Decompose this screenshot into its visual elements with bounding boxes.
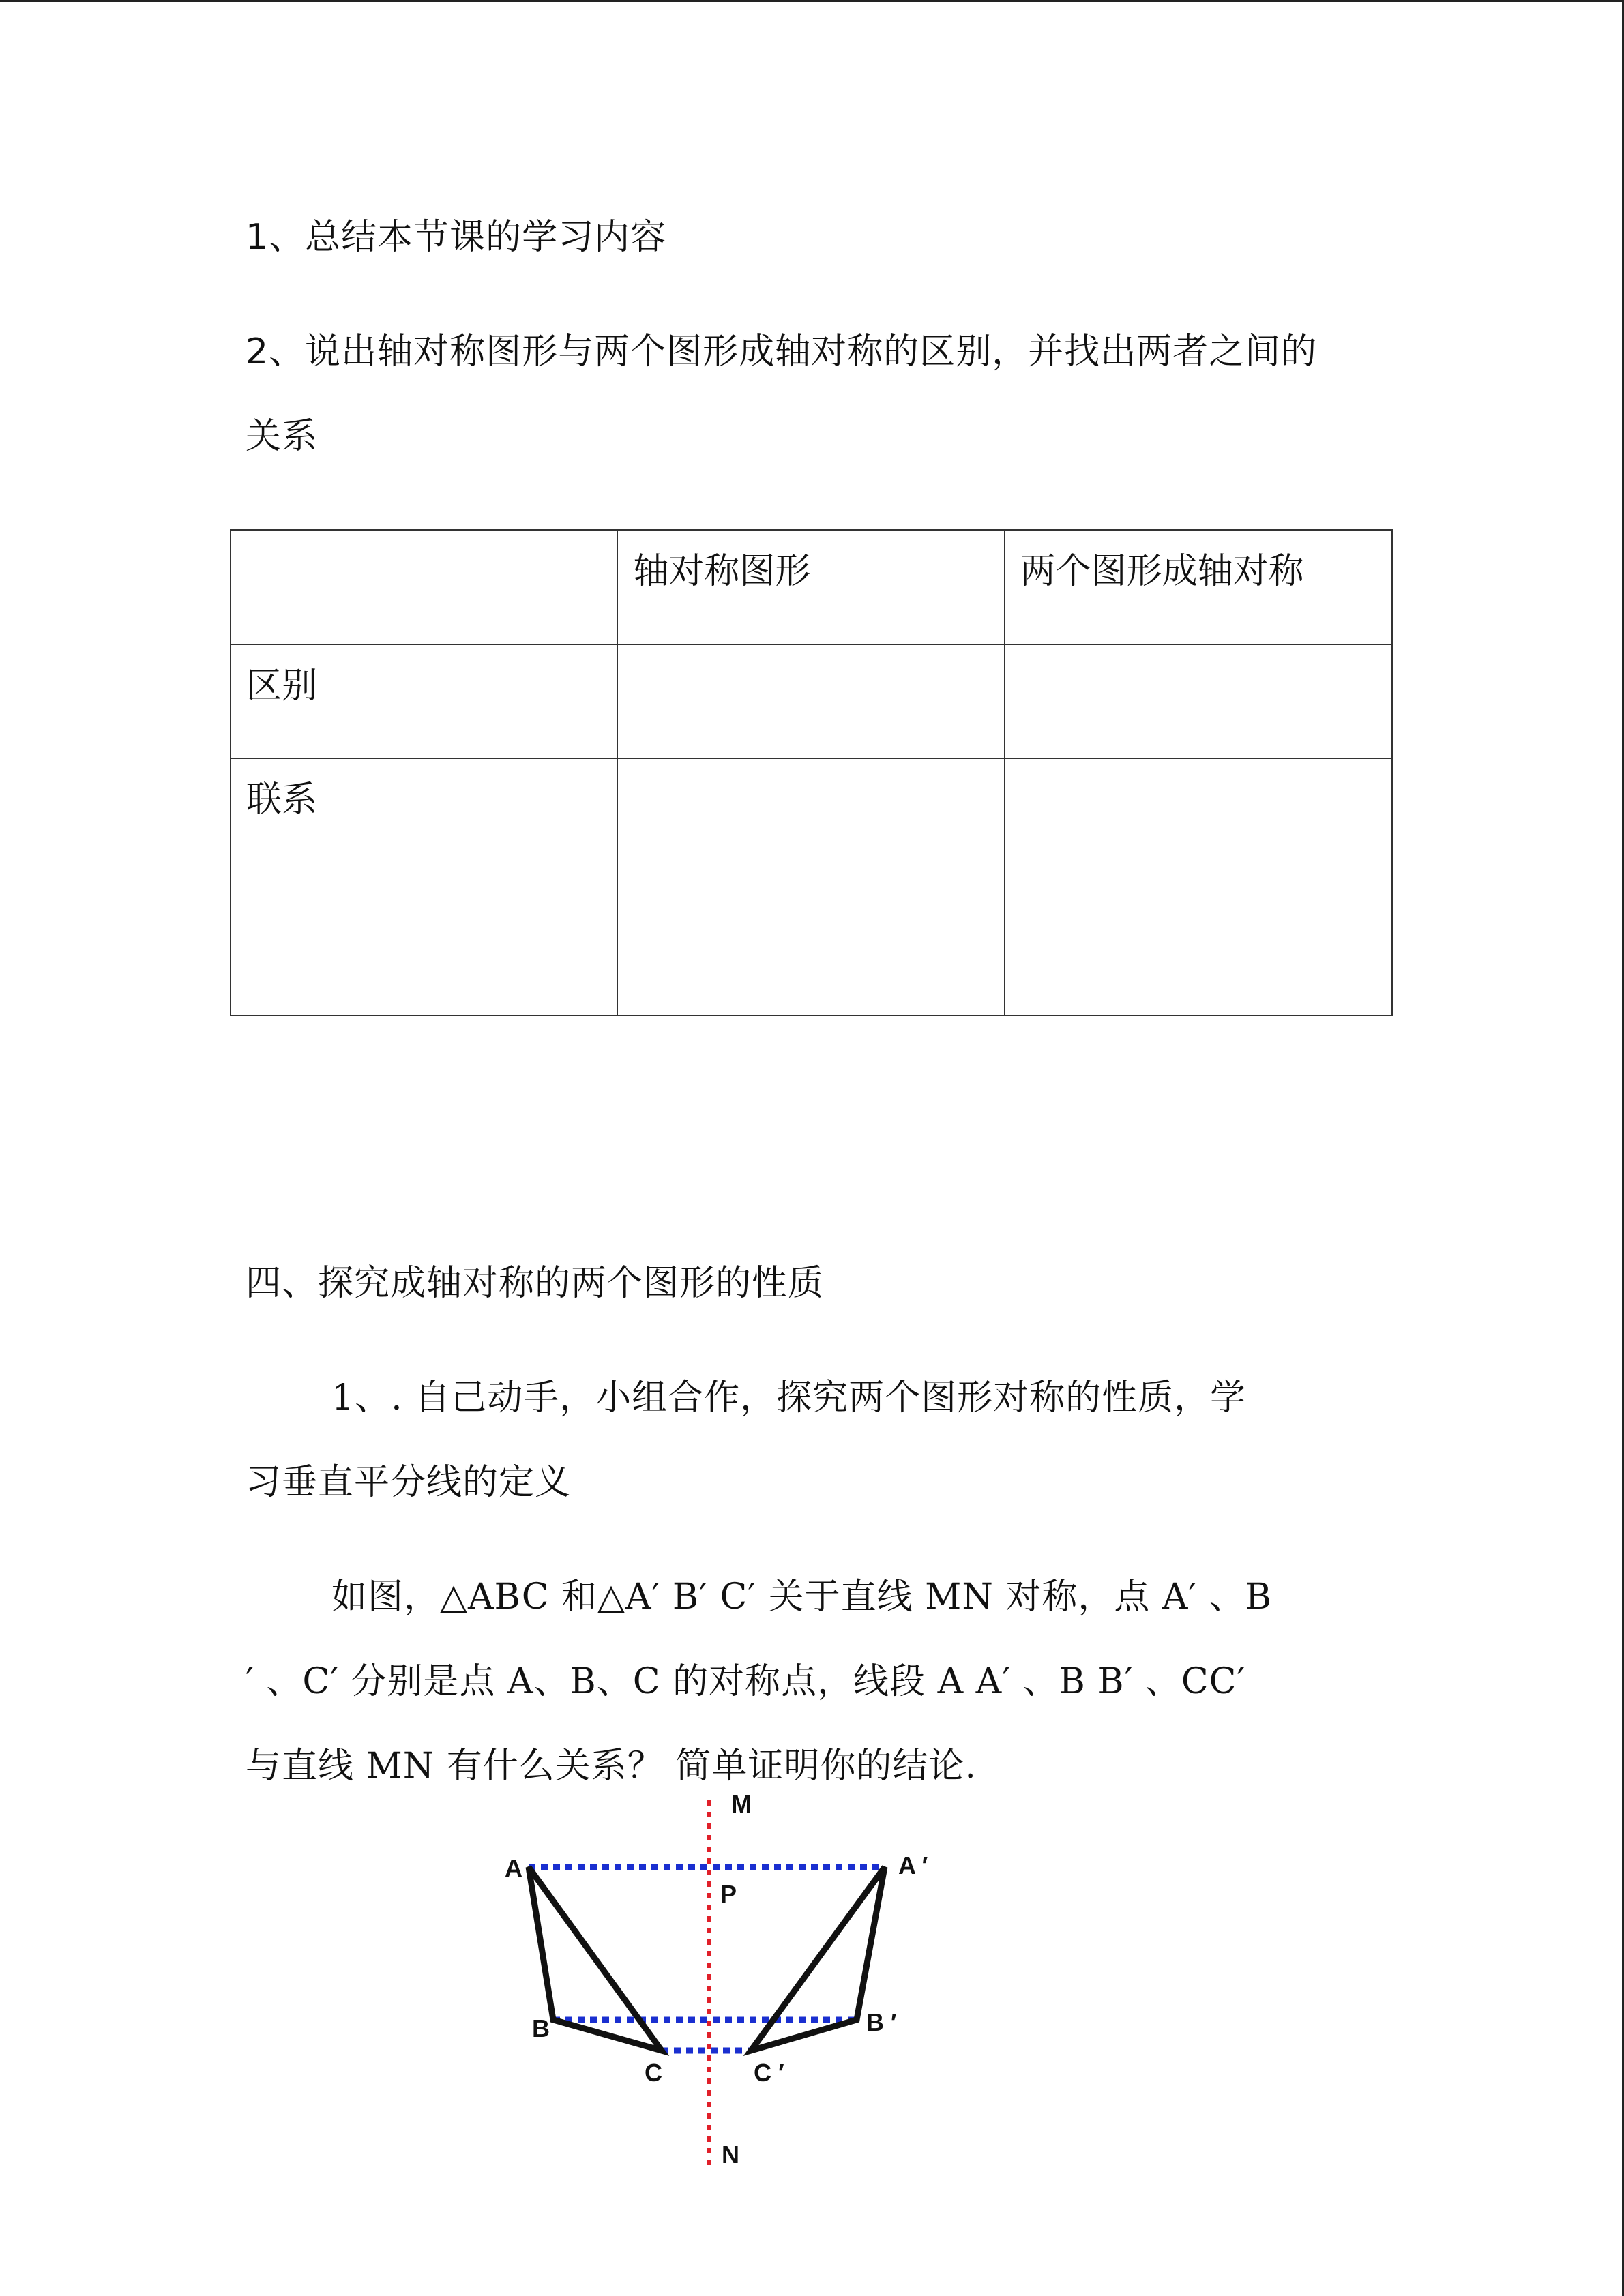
label-a: A [505, 1854, 522, 1882]
label-a-prime: A ′ [898, 1851, 928, 1879]
summary-item-1: 1、总结本节课的学习内容 [246, 217, 667, 258]
question-line-1: 如图，△ABC 和△A′ B′ C′ 关于直线 MN 对称，点 A′ 、B [331, 1577, 1273, 1617]
label-b-prime: B ′ [866, 2008, 897, 2036]
label-n: N [722, 2141, 739, 2168]
label-b: B [532, 2014, 550, 2042]
row-label-difference: 区别 [231, 644, 617, 758]
section-4-title: 四、探究成轴对称的两个图形的性质 [246, 1263, 825, 1304]
summary-item-2-line-2: 关系 [246, 416, 319, 457]
exploration-item-1-line-2: 习垂直平分线的定义 [246, 1462, 572, 1503]
exploration-item-1-line-1: 1、. 自己动手，小组合作，探究两个图形对称的性质，学 [331, 1377, 1247, 1418]
label-p: P [720, 1880, 737, 1908]
question-line-3: 与直线 MN 有什么关系？ 简单证明你的结论. [246, 1746, 977, 1787]
label-c-prime: C ′ [754, 2059, 784, 2087]
label-m: M [731, 1790, 752, 1818]
table-header-two-figures-symmetric: 两个图形成轴对称 [1005, 530, 1392, 644]
label-c: C [645, 2059, 662, 2087]
table-header-axis-symmetric-figure: 轴对称图形 [617, 530, 1004, 644]
row-label-connection: 联系 [231, 758, 617, 1015]
question-line-2: ′ 、C′ 分别是点 A、B、C 的对称点，线段 A A′ 、B B′ 、CC′ [246, 1661, 1246, 1702]
summary-item-2-line-1: 2、说出轴对称图形与两个图形成轴对称的区别，并找出两者之间的 [246, 331, 1318, 372]
triangle-a-prime-b-prime-c-prime [751, 1867, 885, 2051]
